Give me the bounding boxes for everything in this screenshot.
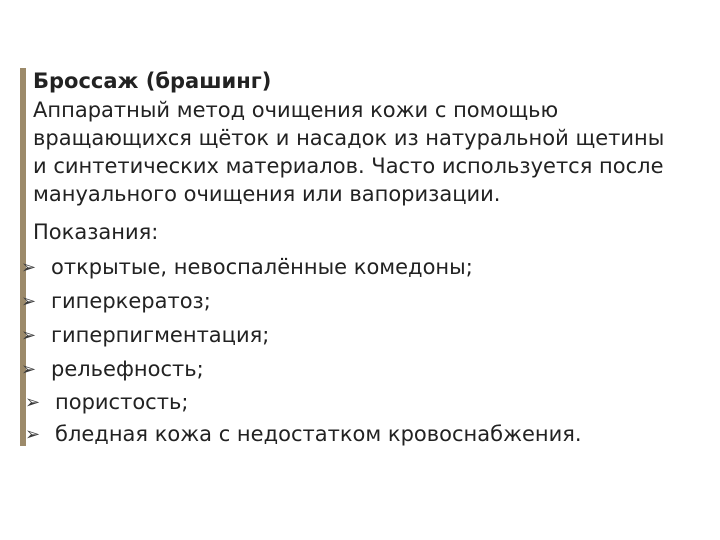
list-item (21, 284, 701, 318)
list-item-text: рельефность; (51, 357, 204, 381)
list-item-text: пористость; (55, 390, 189, 414)
list-item-text: гиперкератоз; (51, 289, 211, 313)
slide-content (21, 66, 713, 450)
description-line: мануального очищения или вапоризации. (33, 182, 501, 206)
description-line: и синтетических материалов. Часто используется после (33, 154, 664, 178)
arrow-bullet-icon: ➢ (21, 324, 37, 346)
description-line: Аппаратный метод очищения кожи с помощью (33, 98, 559, 122)
list-item-text: бледная кожа с недостатком кровоснабжения. (55, 422, 582, 446)
indications-heading: Показания: (33, 220, 159, 244)
list-item-text: гиперпигментация; (51, 323, 270, 347)
arrow-bullet-icon: ➢ (25, 423, 41, 445)
list-item (21, 352, 701, 386)
indications-list (21, 250, 701, 450)
list-item (21, 386, 701, 418)
slide-title: Броссаж (брашинг) (33, 69, 272, 93)
list-item (21, 250, 701, 284)
arrow-bullet-icon: ➢ (25, 391, 41, 413)
description-line: вращающихся щёток и насадок из натуральной щетины (33, 126, 665, 150)
list-item (21, 418, 701, 450)
list-item (21, 318, 701, 352)
list-item-text: открытые, невоспалённые комедоны; (51, 255, 473, 279)
arrow-bullet-icon: ➢ (21, 256, 37, 278)
arrow-bullet-icon: ➢ (21, 358, 37, 380)
arrow-bullet-icon: ➢ (21, 290, 37, 312)
